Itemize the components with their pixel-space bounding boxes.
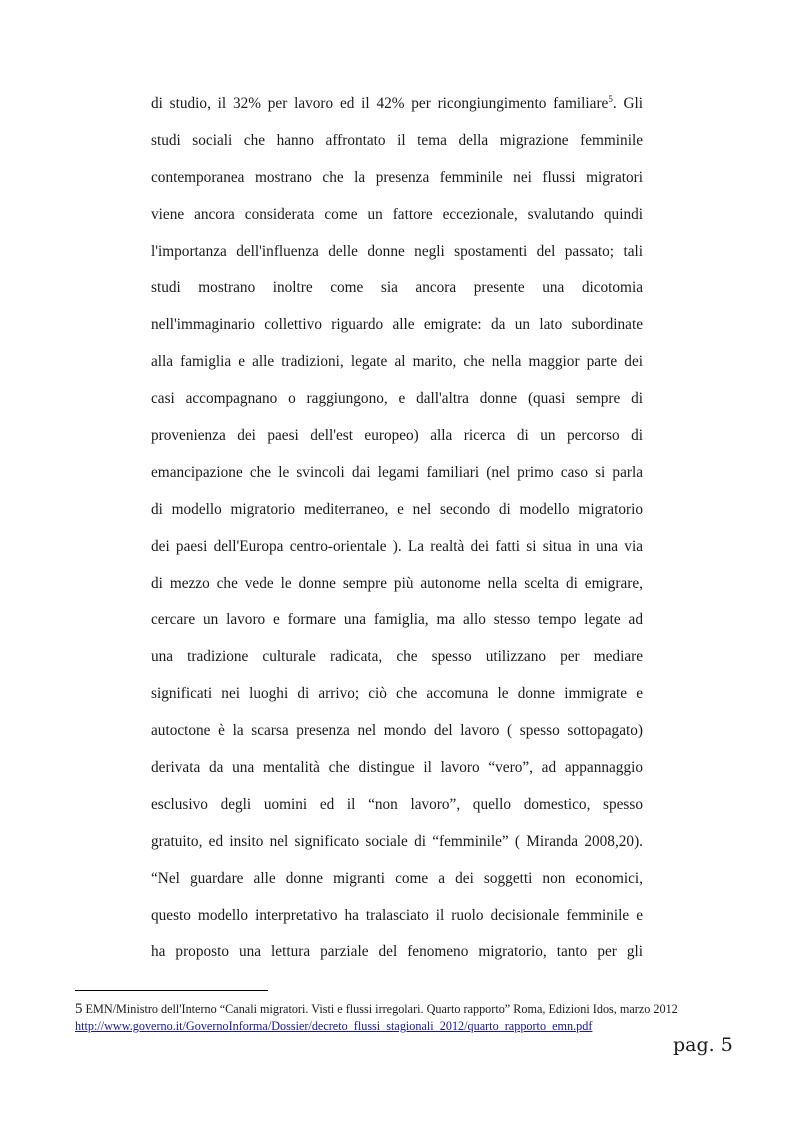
page-number: pag. 5	[673, 1034, 733, 1056]
text-line: ha proposto una lettura parziale del fenomeno migratorio, tanto per gli	[151, 943, 643, 961]
text-line: nell'immaginario collettivo riguardo alle emigrate: da un lato subordinate	[151, 316, 643, 334]
footnote-separator	[75, 990, 268, 991]
text-line: di studio, il 32% per lavoro ed il 42% per ricongiungimento familiare$^5$. Gli	[151, 94, 643, 112]
text-line: di mezzo che vede le donne sempre più autonome nella scelta di emigrare,	[151, 574, 643, 592]
text-line: cercare un lavoro e formare una famiglia, ma allo stesso tempo legate ad	[151, 611, 643, 629]
footnote-link[interactable]: http://www.governo.it/GovernoInforma/Dossier/decreto_flussi_stagionali_2012/quarto_rapporto_emn.pdf	[75, 1019, 593, 1033]
text-line: emancipazione che le svincoli dai legami familiari (nel primo caso si parla	[151, 463, 643, 481]
text-line: studi sociali che hanno affrontato il tema della migrazione femminile	[151, 131, 643, 149]
body-paragraph	[151, 86, 643, 971]
text-line: dei paesi dell'Europa centro-orientale ). La realtà dei fatti si situa in una via	[151, 537, 643, 555]
footnote	[75, 1001, 725, 1035]
text-line: viene ancora considerata come un fattore eccezionale, svalutando quindi	[151, 205, 643, 223]
text-line: di modello migratorio mediterraneo, e nel secondo di modello migratorio	[151, 500, 643, 518]
text-line: contemporanea mostrano che la presenza femminile nei flussi migratori	[151, 168, 643, 186]
text-line: alla famiglia e alle tradizioni, legate al marito, che nella maggior parte dei	[151, 353, 643, 371]
text-line: gratuito, ed insito nel significato sociale di “femminile” ( Miranda 2008,20).	[151, 832, 643, 850]
text-line: “Nel guardare alle donne migranti come a dei soggetti non economici,	[151, 869, 643, 887]
footnote-number: 5	[75, 1001, 83, 1017]
text-line: studi mostrano inoltre come sia ancora presente una dicotomia	[151, 279, 643, 297]
text-line: derivata da una mentalità che distingue il lavoro “vero”, ad appannaggio	[151, 759, 643, 777]
text-line: provenienza dei paesi dell'est europeo) alla ricerca di un percorso di	[151, 427, 643, 445]
text-line: esclusivo degli uomini ed il “non lavoro”, quello domestico, spesso	[151, 795, 643, 813]
text-line: una tradizione culturale radicata, che spesso utilizzano per mediare	[151, 648, 643, 666]
footnote-text: EMN/Ministro dell'Interno “Canali migratori. Visti e flussi irregolari. Quarto rapporto” Roma, Edizioni Idos, marzo 2012	[82, 1002, 678, 1016]
text-line: l'importanza dell'influenza delle donne negli spostamenti del passato; tali	[151, 242, 643, 260]
text-line: questo modello interpretativo ha tralasciato il ruolo decisionale femminile e	[151, 906, 643, 924]
text-line: casi accompagnano o raggiungono, e dall'altra donne (quasi sempre di	[151, 390, 643, 408]
text-line: significati nei luoghi di arrivo; ciò che accomuna le donne immigrate e	[151, 685, 643, 703]
text-line: autoctone è la scarsa presenza nel mondo del lavoro ( spesso sottopagato)	[151, 722, 643, 740]
footnote-reference[interactable]: 5	[608, 94, 613, 104]
